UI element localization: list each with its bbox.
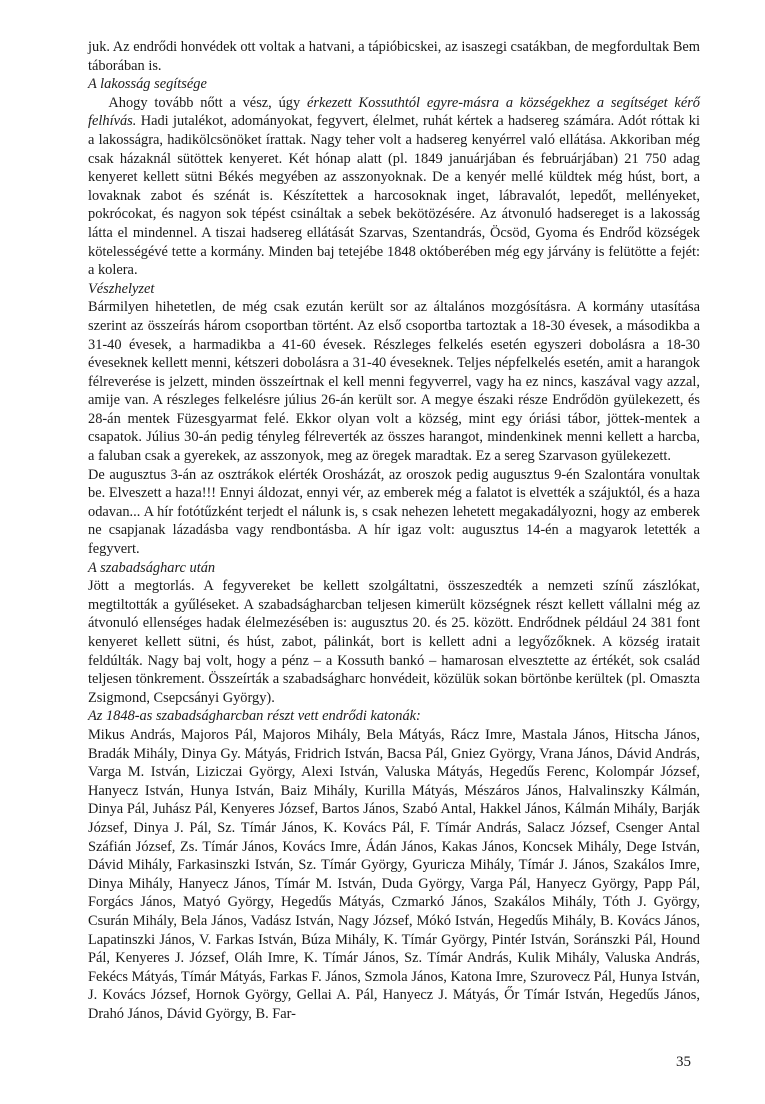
paragraph-lakossag bbox=[88, 94, 700, 280]
section-heading-veszhelyzet: Vészhelyzet bbox=[88, 280, 155, 297]
intro-paragraph: juk. Az endrődi honvédek ott voltak a hatvani, a tápióbicskei, az isaszegi csatákban, de megfordultak Bem táborában is. bbox=[88, 39, 700, 74]
paragraph-lakossag-rest: Hadi jutalékot, adományokat, fegyvert, élelmet, ruhát kértek a hadsereg számára. Adót róttak ki a lakosságra, hadikölcsönöket írattak. Nagy teher volt a hadsereg kenyérrel való ellátása. Akkoriban még csak házaknál sütöttek kenyeret. Két hónap alatt (pl. 1849 januárjában és februárjában) 21 750 adag kenyeret kellett sütni Békés megyében az asszonyoknak. De a kenyér mellé küldtek még húst, bort, a lovaknak zabot és szénát is. Készítettek a harcosoknak inget, lábravalót, lepedőt, mellényeket, pokrócokat, és nagyon sok tépést csináltak a sebek bekötözésére. Az átvonuló hadsereget is a lakosság látta el mindennel. A tiszai hadsereg ellátását Szarvas, Szentandrás, Öcsöd, Gyoma és Endrőd községek kötelességévé tette a kormány. Minden baj tetejébe 1848 októberében még egy járvány is felütötte a fejét: a kolera. bbox=[88, 113, 700, 279]
section-heading-katonak: Az 1848-as szabadságharcban részt vett endrődi katonák: bbox=[88, 708, 421, 725]
paragraph-lakossag-italic: érkezett Kossuthtól egyre-másra a községekhez a segítséget kérő felhívás. bbox=[88, 94, 700, 130]
paragraph-szabadsagharc-utan: Jött a megtorlás. A fegyvereket be kellett szolgáltatni, összeszedték a nemzeti színű zászlókat, megtiltották a gyűléseket. A szabadságharcban teljesen kimerült községnek részt kellett vállalni még az átvonuló ellenséges hadak élelmezésében is: augusztus 20. és 25. között. Endrődnek például 24 381 font kenyeret kellett sütni, és húst, zabot, pálinkát, bort is kellett adni a legyőzőknek. A község iratait feldúlták. Nagy baj volt, hogy a pénz – a Kossuth bankó – hamarosan elvesztette az értékét, sok család teljesen tönkrement. Összeírták a szabadságharc honvédeit, közülük sokan börtönbe kerültek (pl. Omaszta Zsigmond, Csepcsányi György). bbox=[88, 578, 700, 706]
section-heading-szabadsagharc-utan: A szabadságharc után bbox=[88, 559, 216, 576]
paragraph-lakossag-start: Ahogy tovább nőtt a vész, úgy bbox=[108, 94, 307, 111]
page-number: 35 bbox=[676, 1054, 691, 1070]
soldier-names-list: Mikus András, Majoros Pál, Majoros Mihály, Bela Mátyás, Rácz Imre, Mastala János, Hitscha János, Bradák Mihály, Dinya Gy. Mátyás, Fridrich István, Bacsa Pál, Gniez György, Vrana János, Dávid András, Varga M. István, Liziczai György, Alexi István, Valuska Mátyás, Hegedűs Ferenc, Kolompár József, Hanyecz István, Hunya István, Baiz Mihály, Kurilla Mátyás, Mészáros János, Halvalinszky Kálmán, Dinya Pál, Juhász Pál, Kenyeres József, Bartos János, Szabó Antal, Hakkel János, Kálmán Mihály, Barják József, Dinya J. Pál, Sz. Tímár János, K. Kovács Pál, F. Tímár András, Salacz József, Csenger Antal Száfián József, Zs. Tímár János, Kovács Imre, Ádán János, Kakas János, Koncsek Mihály, Dege István, Dávid Mihály, Farkasinszki István, Sz. Tímár György, Gyuricza Mihály, Tímár J. János, Szakálos Imre, Dinya Mihály, Hanyecz János, Tímár M. István, Duda György, Varga Pál, Hanyecz György, Papp Pál, Forgács János, Matyó György, Hegedűs Mátyás, Czmarkó János, Szakálos Mihály, Tóth J. György, Csurán Mihály, Bela János, Vadász István, Nagy József, Mókó István, Hegedűs Mihály, B. Kovács János, Lapatinszki János, V. Farkas István, Búza Mihály, K. Tímár György, Pintér István, Soránszki Pál, Hound Pál, Kenyeres J. József, Oláh Imre, K. Tímár János, Sz. Tímár András, Kulik Mihály, Valuska András, Fekécs Mátyás, Tímár Mátyás, Farkas F. János, Szmola János, Katona Imre, Szurovecz Pál, Hunya István, J. Kovács József, Hornok György, Gellai A. Pál, Hanyecz J. Mátyás, Őr Tímár István, Hegedűs János, Drahó János, Dávid György, B. Far- bbox=[88, 726, 700, 1022]
paragraph-veszhelyzet-1: Bármilyen hihetetlen, de még csak ezután került sor az általános mozgósításra. A kormány utasítása szerint az összeírás három csoportban történt. Az első csoportba tartoztak a 18-30 évesek, a másodikba a 31-40 évesek, a harmadikba a 41-60 évesek. Részleges felkelés esetén egyszeri dobolásra a 18-30 éveseknek kellett menni, kétszeri dobolásra a 31-40 éveseknek. Teljes népfelkelés esetén, amit a harangok félreverése is jelzett, minden összeírtnak el kell menni fegyverrel, vagy ha ez nincs, kaszával vagy azzal, amije van. A részleges felkelésre július 26-án került sor. A megye északi része Endrődön gyülekezett, és 28-án mentek Füzesgyarmat felé. Ekkor olyan volt a község, mint egy óriási tábor, jöttek-mentek a csapatok. Július 30-án pedig tényleg félreverték az összes harangot, mindenkinek menni kellett a harcba, a faluban csak a gyerekek, az asszonyok, meg az öregek maradtak. Ez a sereg Szarvason gyülekezett. bbox=[88, 299, 700, 465]
paragraph-veszhelyzet-2: De augusztus 3-án az osztrákok elérték Orosházát, az oroszok pedig augusztus 9-én Szalontára vonultak be. Elveszett a haza!!! Ennyi áldozat, ennyi vér, az emberek még a falatot is elvették a szájuktól, és a haza odavan... A hír fotótűzként terjedt el nálunk is, s csak nehezen lehetett megakadályozni, hogy az emberek ne csapjanak lázadásba vagy rendbontásba. A hír igaz volt: augusztus 14-én a magyarok letették a fegyvert. bbox=[88, 466, 700, 558]
document-page bbox=[88, 38, 700, 1023]
section-heading-lakossag: A lakosság segítsége bbox=[88, 76, 207, 93]
